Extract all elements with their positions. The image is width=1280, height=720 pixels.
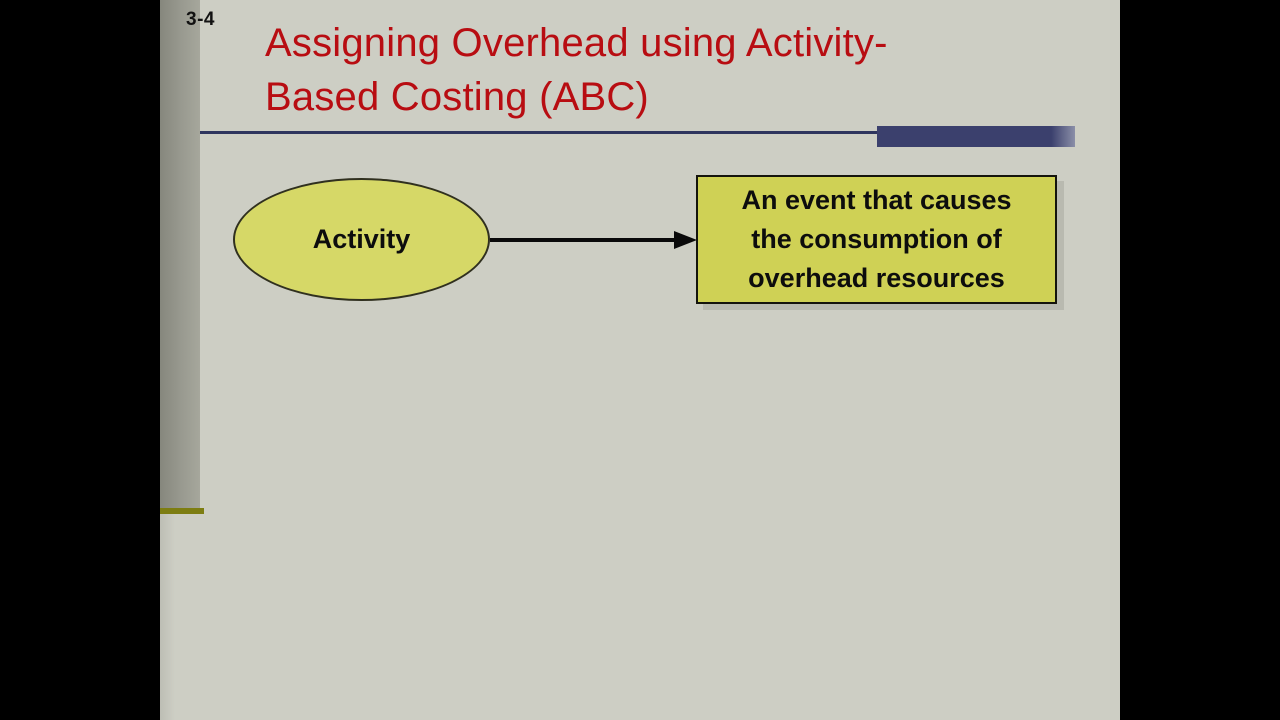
sidebar-fade — [160, 514, 175, 720]
activity-ellipse — [233, 178, 490, 301]
letterbox-left — [0, 0, 160, 720]
definition-box-line-2: the consumption of — [751, 224, 1002, 254]
right-arrow-connector — [488, 226, 700, 254]
title-accent-bar — [877, 126, 1075, 147]
letterbox-right — [1120, 0, 1280, 720]
title-rule-line — [200, 131, 878, 134]
slide-title-line-1: Assigning Overhead using Activity- — [265, 21, 888, 65]
slide-title-line-2: Based Costing (ABC) — [265, 75, 649, 119]
definition-box-line-1: An event that causes — [741, 185, 1012, 215]
slide-page-number: 3-4 — [186, 9, 215, 30]
definition-box-line-3: overhead resources — [748, 263, 1005, 293]
definition-box — [696, 175, 1057, 304]
slide-title — [265, 16, 1065, 124]
slide-canvas — [160, 0, 1120, 720]
sidebar-gray-column — [160, 0, 200, 508]
activity-ellipse-label: Activity — [312, 224, 411, 254]
